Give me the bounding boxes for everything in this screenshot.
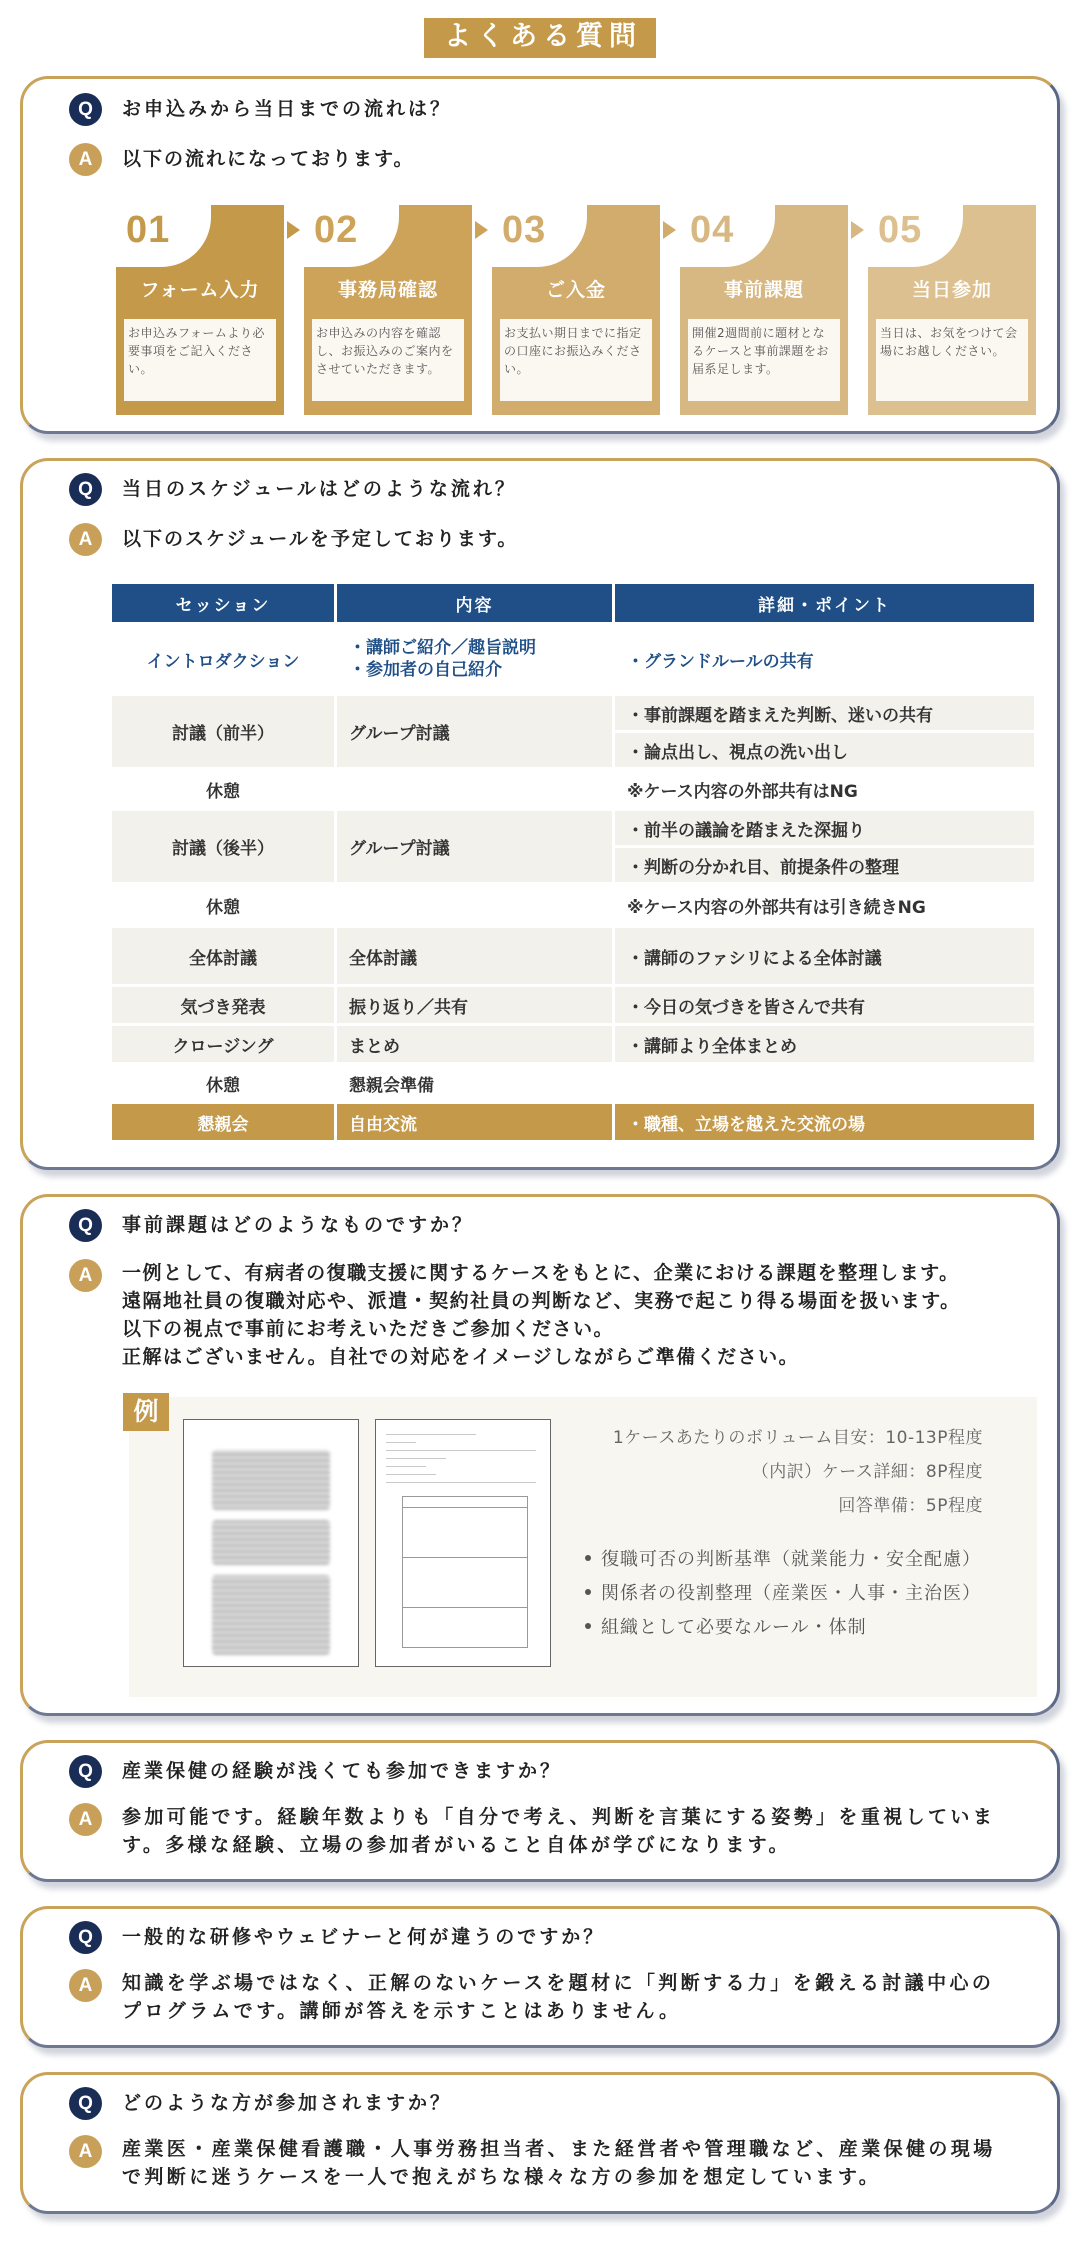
faq-card-experience	[20, 1740, 1060, 1882]
list-item: 復職可否の判断基準（就業能力・安全配慮）	[585, 1543, 981, 1577]
content-cell	[337, 885, 612, 925]
viewpoint-list	[585, 1543, 981, 1645]
a-badge-icon: A	[69, 1259, 102, 1292]
faq-card-participants	[20, 2072, 1060, 2214]
answer-row	[69, 1969, 1027, 2025]
content-cell: グループ討議	[337, 696, 612, 767]
content-cell: 懇親会準備	[337, 1065, 612, 1101]
q-badge-icon: Q	[69, 2087, 102, 2120]
content-cell	[337, 770, 612, 808]
list-item: 関係者の役割整理（産業医・人事・主治医）	[585, 1577, 981, 1611]
question-text: 当日のスケジュールはどのような流れ？	[122, 478, 517, 500]
page-title: よくある質問	[424, 18, 656, 58]
header-session: セッション	[112, 584, 334, 622]
table-row	[112, 625, 1034, 693]
detail-cell	[615, 1065, 1034, 1101]
flow-step	[680, 205, 848, 415]
session-cell: 討議（後半）	[112, 811, 334, 882]
table-row	[112, 928, 1034, 984]
step-label: フォーム入力	[140, 279, 260, 301]
session-cell: 討議（前半）	[112, 696, 334, 767]
table-row	[112, 811, 1034, 845]
arrow-right-icon	[851, 221, 864, 239]
volume-breakdown: （内訳）ケース詳細：8P程度	[751, 1462, 983, 1482]
step-description: お申込みの内容を確認し、お振込みのご案内をさせていただきます。	[312, 319, 464, 401]
step-label: ご入金	[545, 279, 606, 301]
detail-cell: ※ケース内容の外部共有はNG	[615, 770, 1034, 808]
table-row	[112, 987, 1034, 1023]
answer-text	[122, 2135, 996, 2191]
answer-line: で判断に迷うケースを一人で抱えがちな様々な方の参加を想定しています。	[122, 2166, 882, 2188]
faq-card-difference	[20, 1906, 1060, 2048]
content-cell: 振り返り／共有	[337, 987, 612, 1023]
bullet-icon	[585, 1623, 591, 1629]
step-number: 05	[878, 209, 923, 251]
session-cell: 懇親会	[112, 1104, 334, 1140]
q-badge-icon: Q	[69, 1755, 102, 1788]
answer-sheet-document-image	[375, 1419, 551, 1667]
question-row	[69, 2087, 1027, 2120]
answer-row	[69, 1803, 1027, 1859]
content-cell: まとめ	[337, 1026, 612, 1062]
table-row	[112, 1104, 1034, 1140]
answer-text: 以下の流れになっております。	[122, 148, 415, 170]
a-badge-icon: A	[69, 2135, 102, 2168]
title-wrap	[0, 18, 1080, 58]
example-label: 例	[123, 1393, 169, 1431]
detail-cell: ・講師より全体まとめ	[615, 1026, 1034, 1062]
answer-line: 遠隔地社員の復職対応や、派遣・契約社員の判断など、実務で起こり得る場面を扱います。	[122, 1290, 961, 1312]
faq-card-schedule	[20, 458, 1060, 1170]
detail-cell: ・講師のファシリによる全体討議	[615, 928, 1034, 984]
content-cell: グループ討議	[337, 811, 612, 882]
table-row	[112, 1065, 1034, 1101]
step-number: 02	[314, 209, 359, 251]
table-row	[112, 885, 1034, 925]
question-text: どのような方が参加されますか？	[122, 2092, 453, 2114]
question-row	[69, 473, 1027, 506]
content-line: ・参加者の自己紹介	[349, 660, 502, 680]
detail-cell: ・職種、立場を越えた交流の場	[615, 1104, 1034, 1140]
a-badge-icon: A	[69, 1803, 102, 1836]
step-number: 04	[690, 209, 735, 251]
content-cell: 全体討議	[337, 928, 612, 984]
answer-line: 正解はございません。自社での対応をイメージしながらご準備ください。	[122, 1346, 800, 1368]
step-label: 当日参加	[911, 279, 992, 301]
q-badge-icon: Q	[69, 93, 102, 126]
q-badge-icon: Q	[69, 473, 102, 506]
question-row	[69, 1755, 1027, 1788]
question-text: お申込みから当日までの流れは？	[122, 98, 453, 120]
question-text: 事前課題はどのようなものですか？	[122, 1214, 475, 1236]
faq-card-assignment	[20, 1194, 1060, 1716]
a-badge-icon: A	[69, 143, 102, 176]
step-description: お申込みフォームより必要事項をご記入ください。	[124, 319, 276, 401]
flow-step	[492, 205, 660, 415]
header-content: 内容	[337, 584, 612, 622]
answer-row	[69, 2135, 1027, 2191]
answer-row	[69, 523, 1027, 556]
question-row	[69, 1921, 1027, 1954]
a-badge-icon: A	[69, 1969, 102, 2002]
flow-step	[116, 205, 284, 415]
a-badge-icon: A	[69, 523, 102, 556]
arrow-right-icon	[287, 221, 300, 239]
flow-step	[304, 205, 472, 415]
answer-text	[122, 1969, 994, 2025]
schedule-table	[109, 581, 1037, 1143]
step-number: 03	[502, 209, 547, 251]
step-description: 開催2週間前に題材となるケースと事前課題をお届系足します。	[688, 319, 840, 401]
answer-line: 知識を学ぶ場ではなく、正解のないケースを題材に「判断する力」を鍛える討議中心の	[122, 1972, 995, 1994]
content-cell	[337, 625, 612, 693]
header-detail: 詳細・ポイント	[615, 584, 1034, 622]
detail-cell: ・今日の気づきを皆さんで共有	[615, 987, 1034, 1023]
answer-line: プログラムです。講師が答えを示すことはありません。	[122, 2000, 682, 2022]
table-row	[112, 770, 1034, 808]
faq-card-flow	[20, 76, 1060, 434]
answer-text	[122, 1803, 995, 1859]
detail-cell: ・事前課題を踏まえた判断、迷いの共有	[615, 696, 1034, 730]
blurred-case-document-image	[183, 1419, 359, 1667]
arrow-right-icon	[663, 221, 676, 239]
answer-line: す。多様な経験、立場の参加者がいること自体が学びになります。	[122, 1834, 791, 1856]
volume-estimate: 1ケースあたりのボリューム目安：10-13P程度	[612, 1428, 983, 1448]
volume-answer: 回答準備：5P程度	[838, 1496, 983, 1516]
detail-cell: ※ケース内容の外部共有は引き続きNG	[615, 885, 1034, 925]
detail-cell: ・判断の分かれ目、前提条件の整理	[615, 848, 1034, 882]
detail-cell: ・グランドルールの共有	[615, 625, 1034, 693]
session-cell: 休憩	[112, 1065, 334, 1101]
step-number: 01	[126, 209, 171, 251]
table-row	[112, 1026, 1034, 1062]
q-badge-icon: Q	[69, 1921, 102, 1954]
question-text: 産業保健の経験が浅くても参加できますか？	[122, 1760, 563, 1782]
detail-cell: ・論点出し、視点の洗い出し	[615, 733, 1034, 767]
arrow-right-icon	[475, 221, 488, 239]
answer-row	[69, 143, 1027, 176]
table-row	[112, 696, 1034, 730]
answer-text	[122, 1259, 961, 1371]
step-label: 事前課題	[723, 279, 804, 301]
session-cell: クロージング	[112, 1026, 334, 1062]
detail-cell: ・前半の議論を踏まえた深掘り	[615, 811, 1034, 845]
session-cell: 休憩	[112, 885, 334, 925]
session-cell: 全体討議	[112, 928, 334, 984]
flow-step	[868, 205, 1036, 415]
bullet-icon	[585, 1589, 591, 1595]
table-header-row	[112, 584, 1034, 622]
content-cell: 自由交流	[337, 1104, 612, 1140]
step-label: 事務局確認	[337, 279, 438, 301]
session-cell: イントロダクション	[112, 625, 334, 693]
answer-line: 参加可能です。経験年数よりも「自分で考え、判断を言葉にする姿勢」を重視していま	[122, 1806, 996, 1828]
answer-text: 以下のスケジュールを予定しております。	[122, 528, 519, 550]
session-cell: 休憩	[112, 770, 334, 808]
flow-steps	[116, 205, 1038, 415]
session-cell: 気づき発表	[112, 987, 334, 1023]
answer-line: 産業医・産業保健看護職・人事労務担当者、また経営者や管理職など、産業保健の現場	[122, 2138, 996, 2160]
question-row	[69, 1209, 1027, 1242]
answer-line: 一例として、有病者の復職支援に関するケースをもとに、企業における課題を整理します。	[122, 1262, 960, 1284]
step-description: お支払い期日までに指定の口座にお振込みください。	[500, 319, 652, 401]
q-badge-icon: Q	[69, 1209, 102, 1242]
question-row	[69, 93, 1027, 126]
bullet-icon	[585, 1555, 591, 1561]
content-line: ・講師ご紹介／趣旨説明	[349, 638, 536, 658]
answer-row	[69, 1259, 1027, 1371]
answer-line: 以下の視点で事前にお考えいただきご参加ください。	[122, 1318, 615, 1340]
question-text: 一般的な研修やウェビナーと何が違うのですか？	[122, 1926, 606, 1948]
list-item: 組織として必要なルール・体制	[585, 1611, 981, 1645]
step-description: 当日は、お気をつけて会場にお越しください。	[876, 319, 1028, 401]
